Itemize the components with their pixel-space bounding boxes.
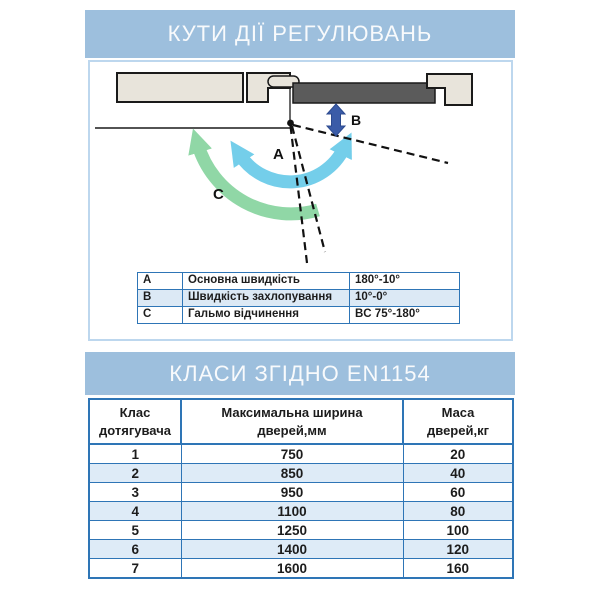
label-B: B [351,112,362,128]
column-header: Маса дверей,кг [403,399,513,444]
angles-diagram-panel [88,60,513,341]
table-cell: 120 [403,540,513,559]
adjustment-legend-table [137,272,460,324]
table-cell: 950 [181,483,403,502]
table-cell: Гальмо відчинення [183,307,350,324]
table-cell: 80 [403,502,513,521]
open-position-line [293,125,448,163]
section1-title: КУТИ ДІЇ РЕГУЛЮВАНЬ [85,10,515,58]
latching-arrow-B [327,104,345,136]
table-cell: Основна швидкість [183,273,350,290]
table-cell: A [138,273,183,290]
latch-angle-line [292,126,325,252]
table-cell: 1 [89,444,181,464]
table-row [89,502,513,521]
door-leaf [293,83,435,103]
table-cell: 1400 [181,540,403,559]
table-row [138,273,460,290]
table-cell: 1250 [181,521,403,540]
table-row [89,521,513,540]
near-closed-position-line [291,126,308,263]
table-cell: 20 [403,444,513,464]
pivot-point [287,120,294,127]
table-cell: 40 [403,464,513,483]
table-row [89,483,513,502]
table-cell: C [138,307,183,324]
table-cell: 4 [89,502,181,521]
table-cell: B [138,290,183,307]
table-cell: 2 [89,464,181,483]
label-C: C [213,186,224,203]
main-speed-arc-A [240,148,344,182]
table-cell: 3 [89,483,181,502]
table-cell: 10°-0° [350,290,460,307]
section2-title: КЛАСИ ЗГІДНО EN1154 [85,352,515,395]
table-cell: 1100 [181,502,403,521]
table-row [138,307,460,324]
table-cell: 6 [89,540,181,559]
table-cell: 100 [403,521,513,540]
table-cell: 850 [181,464,403,483]
table-cell: 1600 [181,559,403,579]
table-row [89,464,513,483]
table-row [138,290,460,307]
table-row [89,559,513,579]
table-row [89,444,513,464]
table-cell: 60 [403,483,513,502]
column-header: Клас дотягувача [89,399,181,444]
table-cell: BC 75°-180° [350,307,460,324]
en1154-classes-table [88,398,514,579]
table-header-row [89,399,513,444]
table-cell: Швидкість захлопування [183,290,350,307]
table-cell: 5 [89,521,181,540]
table-cell: 160 [403,559,513,579]
table-cell: 750 [181,444,403,464]
table-cell: 180°-10° [350,273,460,290]
table-row [89,540,513,559]
column-header: Максимальна ширина дверей,мм [181,399,403,444]
table-cell: 7 [89,559,181,579]
label-A: A [273,146,284,163]
wall-section [117,73,243,102]
